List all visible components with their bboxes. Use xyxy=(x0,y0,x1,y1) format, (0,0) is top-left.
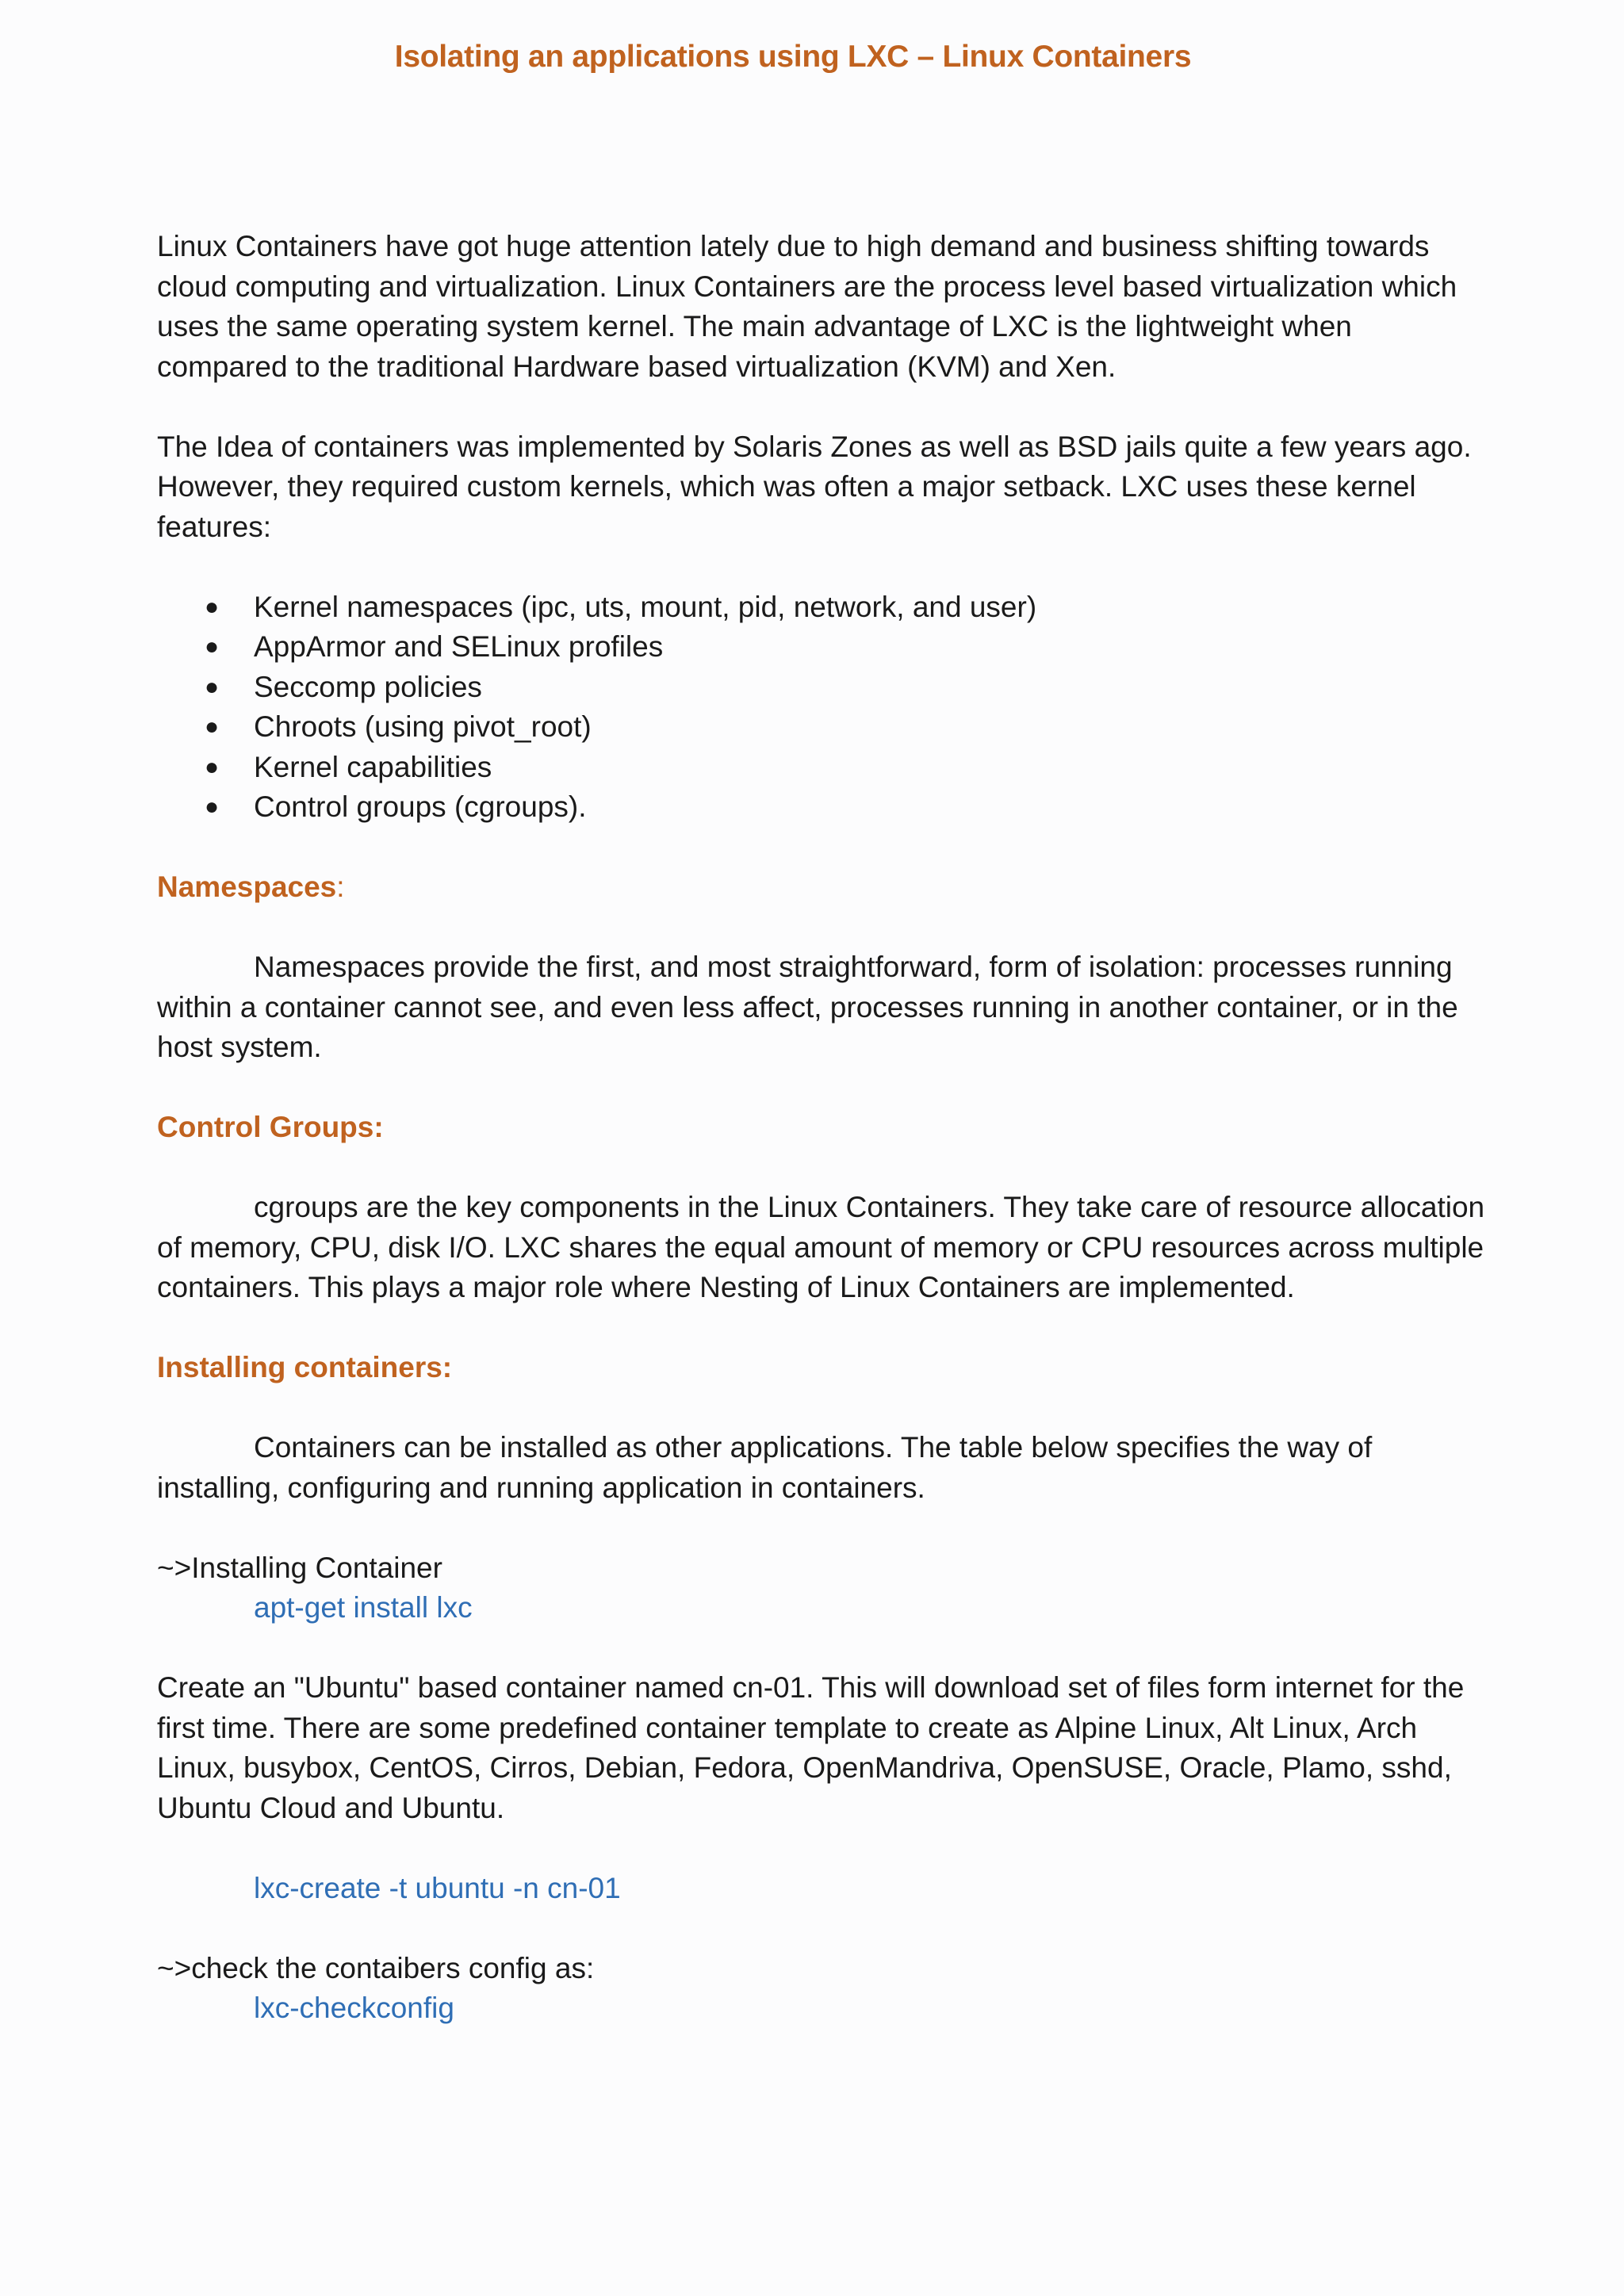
intro-paragraph: Linux Containers have got huge attention lately due to high demand and business shifting towards cloud computing and virtualization. Linux Containers are the process level based virtualization which uses the same operating system kernel. The main advantage of LXC is the lightweight when compared to the traditional Hardware based virtualization (KVM) and Xen. xyxy=(157,230,1457,383)
list-item: ● Kernel namespaces (ipc, uts, mount, pid, network, and user) xyxy=(157,587,1489,628)
control-groups-paragraph: cgroups are the key components in the Linux Containers. They take care of resource allocation of memory, CPU, disk I/O. LXC shares the equal amount of memory or CPU resources across multiple containers. This plays a major role where Nesting of Linux Containers are implemented. xyxy=(157,1191,1485,1303)
document-body xyxy=(157,227,1489,2029)
bullet-icon: ● xyxy=(205,633,220,660)
bullet-icon: ● xyxy=(205,794,220,820)
bullet-icon: ● xyxy=(205,714,220,740)
bullet-icon: ● xyxy=(205,753,220,780)
check-step-label: ~>check the contaibers config as: xyxy=(157,1951,595,1984)
namespaces-heading: Namespaces: xyxy=(157,871,345,903)
install-command: apt-get install lxc xyxy=(254,1591,473,1624)
installing-paragraph: Containers can be installed as other applications. The table below specifies the way of installing, configuring and running application in containers. xyxy=(157,1431,1373,1504)
list-item: ● Kernel capabilities xyxy=(157,748,1489,788)
list-item: ● Control groups (cgroups). xyxy=(157,787,1489,828)
list-item: ● Chroots (using pivot_root) xyxy=(157,707,1489,748)
bullet-icon: ● xyxy=(205,673,220,700)
check-command: lxc-checkconfig xyxy=(254,1992,454,2024)
control-groups-heading: Control Groups: xyxy=(157,1111,384,1143)
document-title: Isolating an applications using LXC – Linux Containers xyxy=(394,40,1192,74)
install-step-label: ~>Installing Container xyxy=(157,1551,442,1584)
bullet-icon: ● xyxy=(205,593,220,620)
installing-heading: Installing containers: xyxy=(157,1351,453,1383)
list-item: ● Seccomp policies xyxy=(157,668,1489,708)
idea-paragraph: The Idea of containers was implemented by Solaris Zones as well as BSD jails quite a few years ago. However, they required custom kernels, which was often a major setback. LXC uses these kernel features: xyxy=(157,430,1472,543)
kernel-features-list xyxy=(157,587,1489,828)
create-command: lxc-create -t ubuntu -n cn-01 xyxy=(254,1871,621,1904)
namespaces-paragraph: Namespaces provide the first, and most straightforward, form of isolation: processes running within a container cannot see, and even less affect, processes running in another container, or in the host system. xyxy=(157,951,1458,1063)
list-item: ● AppArmor and SELinux profiles xyxy=(157,627,1489,668)
create-paragraph: Create an "Ubuntu" based container named cn-01. This will download set of files form internet for the first time. There are some predefined container template to create as Alpine Linux, Alt Linux, Arch Linux, busybox, CentOS, Cirros, Debian, Fedora, OpenMandriva, OpenSUSE, Oracle, Plamo, sshd, Ubuntu Cloud and Ubuntu. xyxy=(157,1671,1465,1824)
